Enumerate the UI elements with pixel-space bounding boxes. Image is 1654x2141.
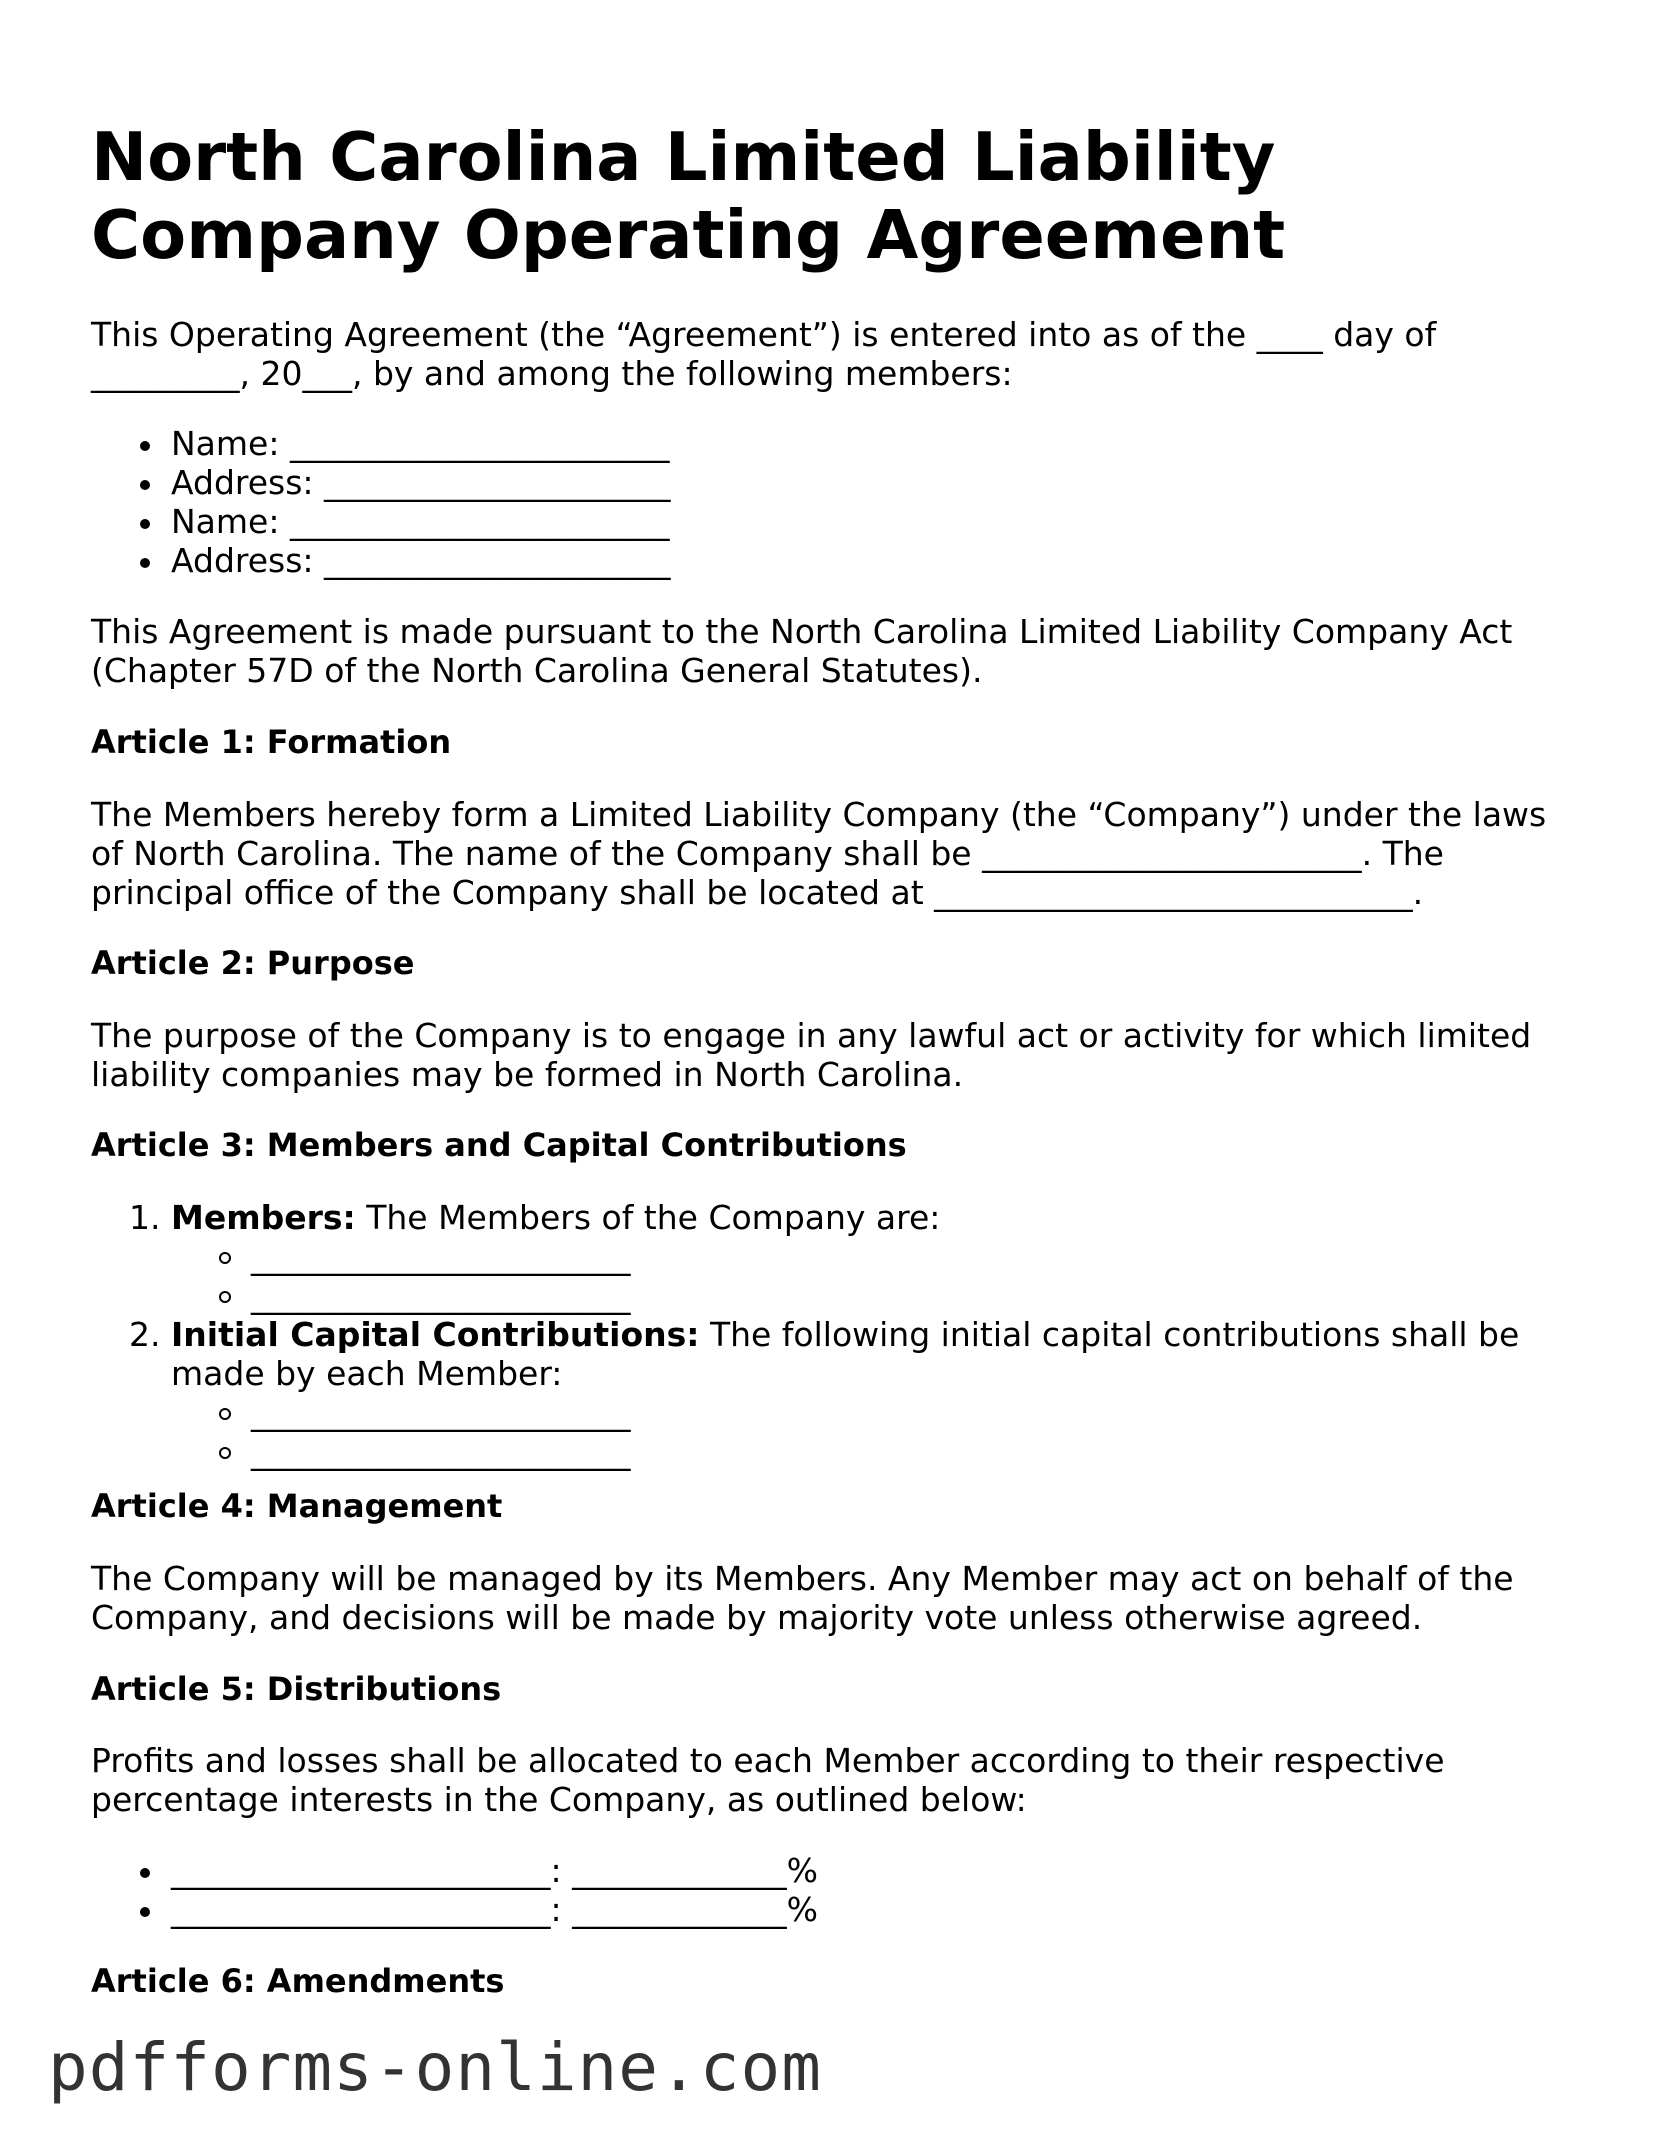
list-item: Address: _____________________: [91, 541, 671, 580]
list-number: 2.: [129, 1315, 161, 1354]
article-1-body: The Members hereby form a Limited Liability Company (the “Company”) under the laws of North Carolina. The name of the Company shall be _______________________. The principal office of the Company shall be located at _____________________________.: [91, 795, 1547, 912]
circle-bullet-icon: [219, 1447, 231, 1459]
article-5-heading: Article 5: Distributions: [91, 1670, 502, 1708]
list-item: [91, 1198, 1571, 1237]
pursuant-paragraph: This Agreement is made pursuant to the North Carolina Limited Liability Company Act (Chapter 57D of the North Carolina General Statutes).: [91, 612, 1513, 690]
article-1-heading: Article 1: Formation: [91, 723, 452, 761]
intro-paragraph: This Operating Agreement (the “Agreement”) is entered into as of the ____ day of _________, 20___, by and among the following members:: [91, 315, 1437, 393]
bullet-icon: [140, 1907, 150, 1917]
list-item: Name: _______________________: [91, 502, 671, 541]
list-number: 1.: [129, 1198, 161, 1237]
article-2-heading: Article 2: Purpose: [91, 944, 415, 982]
list-item: Address: _____________________: [91, 463, 671, 502]
article-5-body: Profits and losses shall be allocated to each Member according to their respective percentage interests in the Company, as outlined below:: [91, 1741, 1445, 1819]
list-item: _______________________: [91, 1393, 1571, 1432]
article-4-body: The Company will be managed by its Members. Any Member may act on behalf of the Company, and decisions will be made by majority vote unless otherwise agreed.: [91, 1559, 1514, 1637]
list-item: _______________________: [91, 1276, 1571, 1315]
list-item: _______________________: _____________%: [91, 1851, 818, 1890]
bullet-icon: [140, 1868, 150, 1878]
article-3-list: [91, 1198, 1571, 1471]
allocation-list: [91, 1851, 818, 1929]
list-item: _______________________: [91, 1237, 1571, 1276]
article-6-heading: Article 6: Amendments: [91, 1962, 505, 2000]
member-info-list: [91, 424, 671, 580]
item-label: Members:: [171, 1198, 356, 1237]
list-item: Name: _______________________: [91, 424, 671, 463]
bullet-icon: [140, 441, 150, 451]
document-title: North Carolina Limited Liability Company Operating Agreement: [91, 118, 1286, 274]
circle-bullet-icon: [219, 1291, 231, 1303]
item-text: The following initial capital contributions shall be made by each Member:: [171, 1315, 1520, 1393]
circle-bullet-icon: [219, 1408, 231, 1420]
bullet-icon: [140, 519, 150, 529]
article-4-heading: Article 4: Management: [91, 1487, 503, 1525]
item-label: Initial Capital Contributions:: [171, 1315, 700, 1354]
list-item: _______________________: _____________%: [91, 1890, 818, 1929]
article-3-heading: Article 3: Members and Capital Contributions: [91, 1126, 907, 1164]
bullet-icon: [140, 558, 150, 568]
list-item: [91, 1315, 1571, 1393]
article-2-body: The purpose of the Company is to engage in any lawful act or activity for which limited liability companies may be formed in North Carolina.: [91, 1016, 1532, 1094]
bullet-icon: [140, 480, 150, 490]
watermark: pdfforms-online.com: [48, 2029, 822, 2106]
circle-bullet-icon: [219, 1252, 231, 1264]
list-item: _______________________: [91, 1432, 1571, 1471]
item-text: The Members of the Company are:: [355, 1198, 941, 1237]
